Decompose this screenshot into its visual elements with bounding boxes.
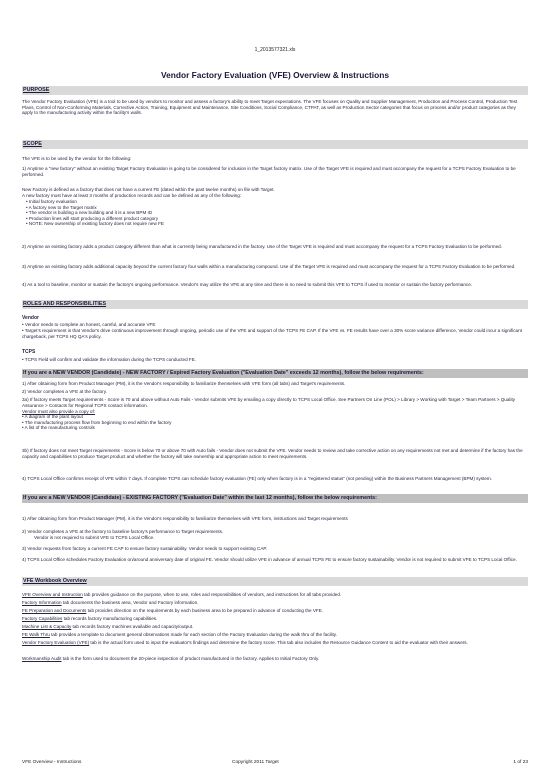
file-name: 1_2013577321.xls bbox=[254, 47, 296, 53]
workbook-line: Vendor Factory Evaluation (VFE) tab is the actual form used to input the evaluator's findings and determine the factory score. This tab also includes the Resource Guidance Content to aid the evaluator with their answers. bbox=[22, 640, 468, 645]
tab-link-workmanship-audit[interactable]: Workmanship Audit bbox=[22, 656, 62, 661]
new-vendor-item-3b: 3b) If factory does not meet Target requirements - Score is below 70 or above 70 with Auto fails - Vendor does not submit the VFE. Vendor needs to review and take corrective action on any requirements not met and determine if the factory has the capacity and capabilities to produce Target product and whether the factory will take ownership and appropriate action to meet requirements. bbox=[22, 448, 523, 459]
existing-item-3: 3) Vendor requests from factory a current FE CAP to ensure factory sustainability. Vendor needs to support existing CAP. bbox=[22, 546, 268, 551]
workbook-line: Machine List & Capacity tab records factory machines available and capacity/output. bbox=[22, 624, 194, 629]
scope-new-def-1: New Factory is defined as a factory that does not have a current FE (dated within the past twelve months) on file with Target. bbox=[22, 187, 275, 192]
existing-item-2: 2) Vendor completes a VFE at the factory to baseline factory's performance to Target requirements. bbox=[22, 529, 224, 534]
workbook-line: Workmanship Audit tab is the form used to document the 20-piece inspection of product manufactured in the factory. Applies to Initial Factory Only. bbox=[22, 656, 320, 661]
list-item: • Production lines will start producing a different product category bbox=[26, 215, 159, 221]
list-item: • Initial factory evaluation bbox=[26, 199, 77, 204]
scope-item-1: 1) Anytime a "new factory" without an existing Target Factory Evaluation is going to be considered for inclusion in the Target factory matrix. Use of the Target VFE is required and must accompany the request for a TCPS Factory Evaluation to be performed. bbox=[22, 166, 516, 177]
scope-item-2: 2) Anytime an existing factory adds a product category different than what is currently being manufactured in the factory. Use of the Target VFE is required and must accompany the request for a TCPS Factory Evaluation to be performed. bbox=[22, 244, 502, 249]
existing-item-2b: Vendor is not required to submit VFE to TCPS Local Office. bbox=[34, 535, 155, 540]
tab-link-vfe[interactable]: Vendor Factory Evaluation (VFE) bbox=[22, 640, 90, 645]
vendor-bullet-1: • Vendor needs to complete an honest, careful, and accurate VFE bbox=[22, 322, 156, 327]
new-vendor-copy-list bbox=[22, 414, 528, 431]
new-vendor-item-2: 2) Vendor completes a VFE at the factory. bbox=[22, 389, 107, 394]
existing-item-1: 1) After obtaining form from Product Manager (PM), it is the Vendor's responsibility to familiarize themselves with VFE form, instructions and Target requirements bbox=[22, 516, 348, 521]
footer-left: VFE Overview - Instructions bbox=[22, 760, 82, 765]
new-vendor-heading: If you are a NEW VENDOR (Candidate) - NEW FACTORY / Expired Factory Evaluation ("Evaluation Date" exceeds 12 months), follow the below requirements: bbox=[22, 369, 528, 378]
scope-item-3: 3) Anytime an existing factory adds additional capacity beyond the current factory four walls within a manufacturing compound. Use of the Target VFE is required and must accompany the request for a TCPS Factory Evaluation to be performed. bbox=[22, 264, 516, 269]
new-vendor-item-3a: 3a) If factory meets Target requirements - Score is 70 and above without Auto Fails - Vendor submits VFE by emailing a copy directly to TCPS Local Office. See Partners On Line (POL) > Library > Working with Target > Team Partners > Quality Assurance > Contacts for Regional TCPS contact information. bbox=[22, 397, 516, 408]
existing-item-4: 4) TCPS Local Office schedules Factory Evaluation on/around anniversary date of original FE. Vendor should utilize VFE in advance of annual TCPS FE to ensure factory sustainability. Vendor is not required to submit VFE to TCPS Local Office. bbox=[22, 557, 517, 562]
roles-heading: ROLES AND RESPONSIBILITIES bbox=[22, 300, 528, 309]
vendor-label: Vendor bbox=[22, 315, 39, 321]
scope-heading: SCOPE bbox=[22, 140, 528, 149]
existing-factory-heading: If you are a NEW VENDOR (Candidate) - EXISTING FACTORY ("Evaluation Date" within the last 12 months), follow the below requirements: bbox=[22, 494, 528, 503]
scope-bullets bbox=[22, 199, 528, 227]
scope-new-def-2: A new factory must have at least 3 months of production records and can be defined as any of the following: bbox=[22, 193, 242, 198]
list-item: • A diagram of the plant layout bbox=[22, 414, 83, 419]
list-item: • The manufacturing process flow from beginning to end within the factory bbox=[22, 419, 172, 425]
tab-link-factory-information[interactable]: Factory Information bbox=[22, 600, 62, 605]
list-item: • A list of the manufacturing controls bbox=[22, 425, 95, 431]
tcps-bullet-1: • TCPS Field will confirm and validate the information during the TCPS conducted FE. bbox=[22, 357, 197, 362]
tcps-label: TCPS bbox=[22, 349, 36, 355]
scope-intro: The VFE is to be used by the vendor for the following: bbox=[22, 156, 132, 161]
workbook-heading: VFE Workbook Overview bbox=[22, 577, 528, 586]
list-item: • The vendor is building a new building and it is a new BPM ID bbox=[26, 210, 153, 216]
page-title: Vendor Factory Evaluation (VFE) Overview & Instructions bbox=[160, 70, 390, 80]
tab-link-machine-list[interactable]: Machine List & Capacity bbox=[22, 624, 72, 629]
scope-item-4: 4) As a tool to baseline, monitor or sustain the factory's ongoing performance. Vendor's may utilize the VFE at any time and there is no need to submit this VFE to TCPS if used to monitor or sustain the factory performance. bbox=[22, 282, 473, 287]
footer-center: Copyright 2011 Target bbox=[232, 760, 279, 765]
workbook-line: FE Preparation and Documents tab provides direction on the requirements by each business area to be prepared in advance of conducting the VFE. bbox=[22, 608, 324, 613]
new-vendor-item-1: 1) After obtaining form from Product Manager (PM), it is the Vendor's responsibility to familiarize themselves with VFE form (all tabs) and Target's requirements. bbox=[22, 381, 346, 386]
workbook-line: VFE Overview and Instruction tab provides guidance on the purpose, when to use, roles and responsibilities of vendors, and instructions for all tabs provided. bbox=[22, 592, 342, 597]
purpose-heading: PURPOSE bbox=[22, 86, 528, 95]
tab-link-fe-preparation[interactable]: FE Preparation and Documents bbox=[22, 608, 87, 613]
tab-link-fe-walk-thru[interactable]: FE Walk Thru bbox=[22, 632, 50, 637]
workbook-line: Factory Capabilities tab records factory manufacturing capabilities. bbox=[22, 616, 158, 621]
vendor-bullet-2: • Target's requirement is that Vendor's drive continuous improvement through ongoing, periodic use of the VFE and support of the TCPS FE CAP. If the VFE vs. FE results have over a 30% score variance difference, Vendor could incur a significant chargeback, per TCPS HQ QA's policy. bbox=[22, 328, 522, 339]
footer-page-number: 1 of 23 bbox=[513, 760, 528, 765]
workbook-line: Factory Information tab documents the business area, Vendor and Factory information. bbox=[22, 600, 199, 605]
tab-link-overview[interactable]: VFE Overview and Instruction bbox=[22, 592, 83, 597]
new-vendor-item-4: 4) TCPS Local Office confirms receipt of VFE within 7 days. If complete TCPS can schedule factory evaluation (FE) only when factory is in a "registered status" (not pending) within the Business Partners Management (BPM) system. bbox=[22, 476, 492, 481]
tab-link-factory-capabilities[interactable]: Factory Capabilities bbox=[22, 616, 63, 621]
workbook-line: FE Walk Thru tab provides a template to document general observations made for each section of the Factory Evaluation during the walk thru of the facility. bbox=[22, 632, 338, 637]
purpose-text: The Vendor Factory Evaluation (VFE) is a tool to be used by vendors to monitor and assess a factory's ability to meet Target expectations. The VFE focuses on Quality and Supplier Management, Production and Process Control, Production Test Plans, Control of Non-Conforming Materials, Corrective Action, Training, Equipment and Maintenance, Site Conditions, Social Compliance, CTPAT, as well as Production Sector categories that focus on process and/or product categories as they apply to the manufacturing activity within the facility's walls. bbox=[22, 99, 518, 116]
new-vendor-copy-note: Vendor must also provide a copy of: bbox=[22, 409, 96, 414]
list-item: • A factory new to the Target matrix bbox=[26, 204, 97, 210]
list-item: • NOTE: New ownership of existing factory does not require new FE bbox=[26, 221, 164, 227]
